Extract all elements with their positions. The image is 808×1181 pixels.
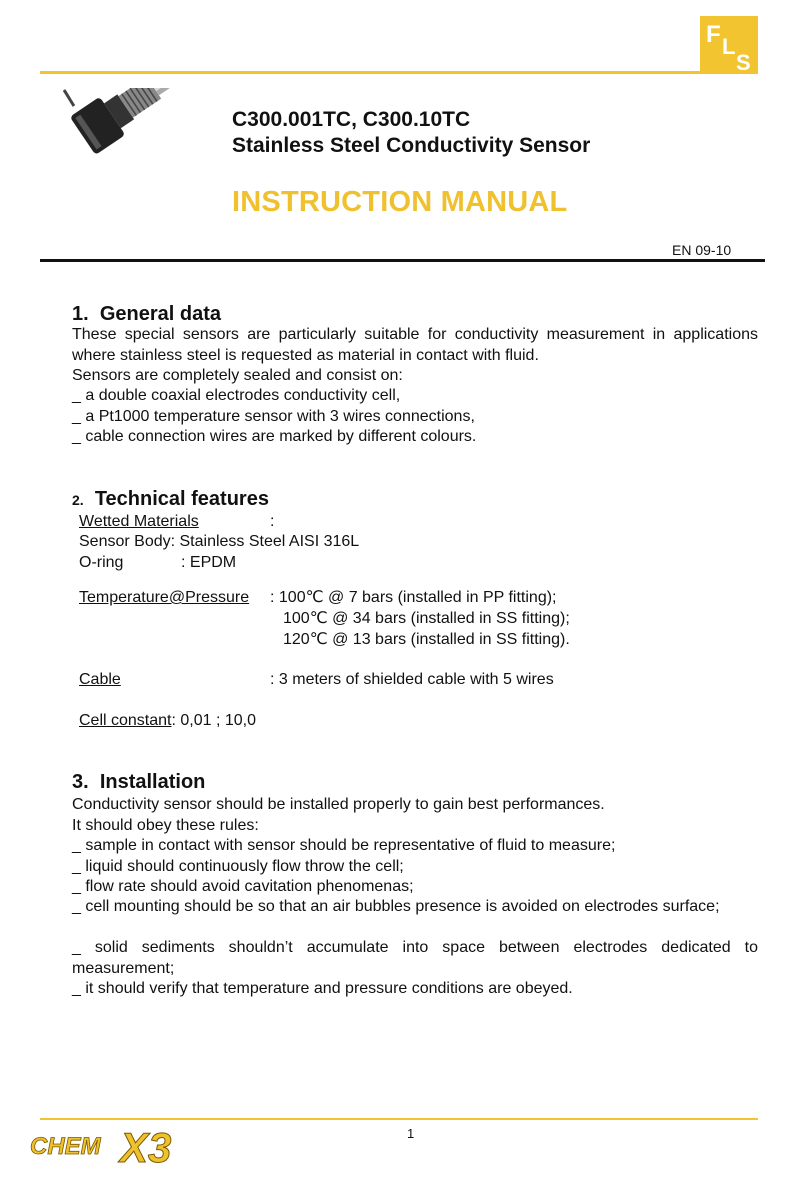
section-number: 3. [72,771,89,793]
list-item: _ it should verify that temperature and pressure conditions are obeyed. [72,980,573,997]
sensor-body-line: Sensor Body: Stainless Steel AISI 316L [79,533,360,550]
list-item: _ sample in contact with sensor should be representative of fluid to measure; [72,837,616,854]
cell-constant-line [79,711,256,732]
temperature-pressure-line: 120℃ @ 13 bars (installed in SS fitting). [283,631,570,648]
section-heading-general [72,303,221,326]
temperature-pressure-label: Temperature@Pressure [79,589,250,606]
document-title: C300.001TC, C300.10TC [232,108,471,131]
oring-value: : EPDM [181,554,237,571]
cell-constant-value: : 0,01 ; 10,0 [171,712,257,729]
section-heading-technical [72,488,269,511]
temperature-pressure-line: : 100℃ @ 7 bars (installed in PP fitting); [270,589,557,606]
list-item: _ liquid should continuously flow throw the cell; [72,858,404,875]
section-title: Technical features [94,488,269,510]
document-subtitle: Stainless Steel Conductivity Sensor [232,134,591,157]
section-number: 1. [72,303,89,325]
svg-text:F: F [706,21,721,48]
list-item: _ a Pt1000 temperature sensor with 3 wires connections, [72,408,475,425]
list-item: _ flow rate should avoid cavitation phenomenas; [72,878,414,895]
svg-text:L: L [722,34,736,59]
svg-text:X3: X3 [120,1124,172,1170]
svg-text:CHEM: CHEM [30,1133,101,1160]
edition-code: EN 09-10 [672,242,732,258]
top-accent-rule [40,71,700,74]
list-item: _ a double coaxial electrodes conductivity cell, [72,387,401,404]
section-heading-installation [72,771,205,794]
section-title: Installation [99,771,206,793]
fls-logo [700,16,758,74]
svg-text:S: S [736,50,751,74]
oring-label: O-ring [79,554,124,571]
installation-paragraph: It should obey these rules: [72,817,259,834]
list-item: _ cell mounting should be so that an air bubbles presence is avoided on electrodes surface; [72,898,720,915]
cable-value: : 3 meters of shielded cable with 5 wires [270,671,554,688]
list-item: _ solid sediments shouldn’t accumulate into space between electrodes dedicated to measurement; [72,939,758,977]
wetted-materials-label: Wetted Materials [79,513,199,530]
general-intro-line: Sensors are completely sealed and consist on: [72,367,403,384]
section-number: 2. [72,492,84,508]
cable-label: Cable [79,671,121,688]
wetted-materials-colon: : [270,513,275,530]
general-paragraph: These special sensors are particularly suitable for conductivity measurement in applications where stainless steel is requested as material in contact with fluid. [72,326,758,364]
sensor-product-photo [52,88,218,238]
chemx3-logo [24,1120,224,1170]
header-divider [40,259,765,262]
section-title: General data [99,303,221,325]
cell-constant-label: Cell constant [79,712,172,729]
list-item: _ cable connection wires are marked by different colours. [72,428,477,445]
installation-paragraph: Conductivity sensor should be installed properly to gain best performances. [72,796,605,813]
manual-heading: INSTRUCTION MANUAL [232,186,568,218]
temperature-pressure-line: 100℃ @ 34 bars (installed in SS fitting); [283,610,570,627]
page-number: 1 [407,1126,415,1141]
